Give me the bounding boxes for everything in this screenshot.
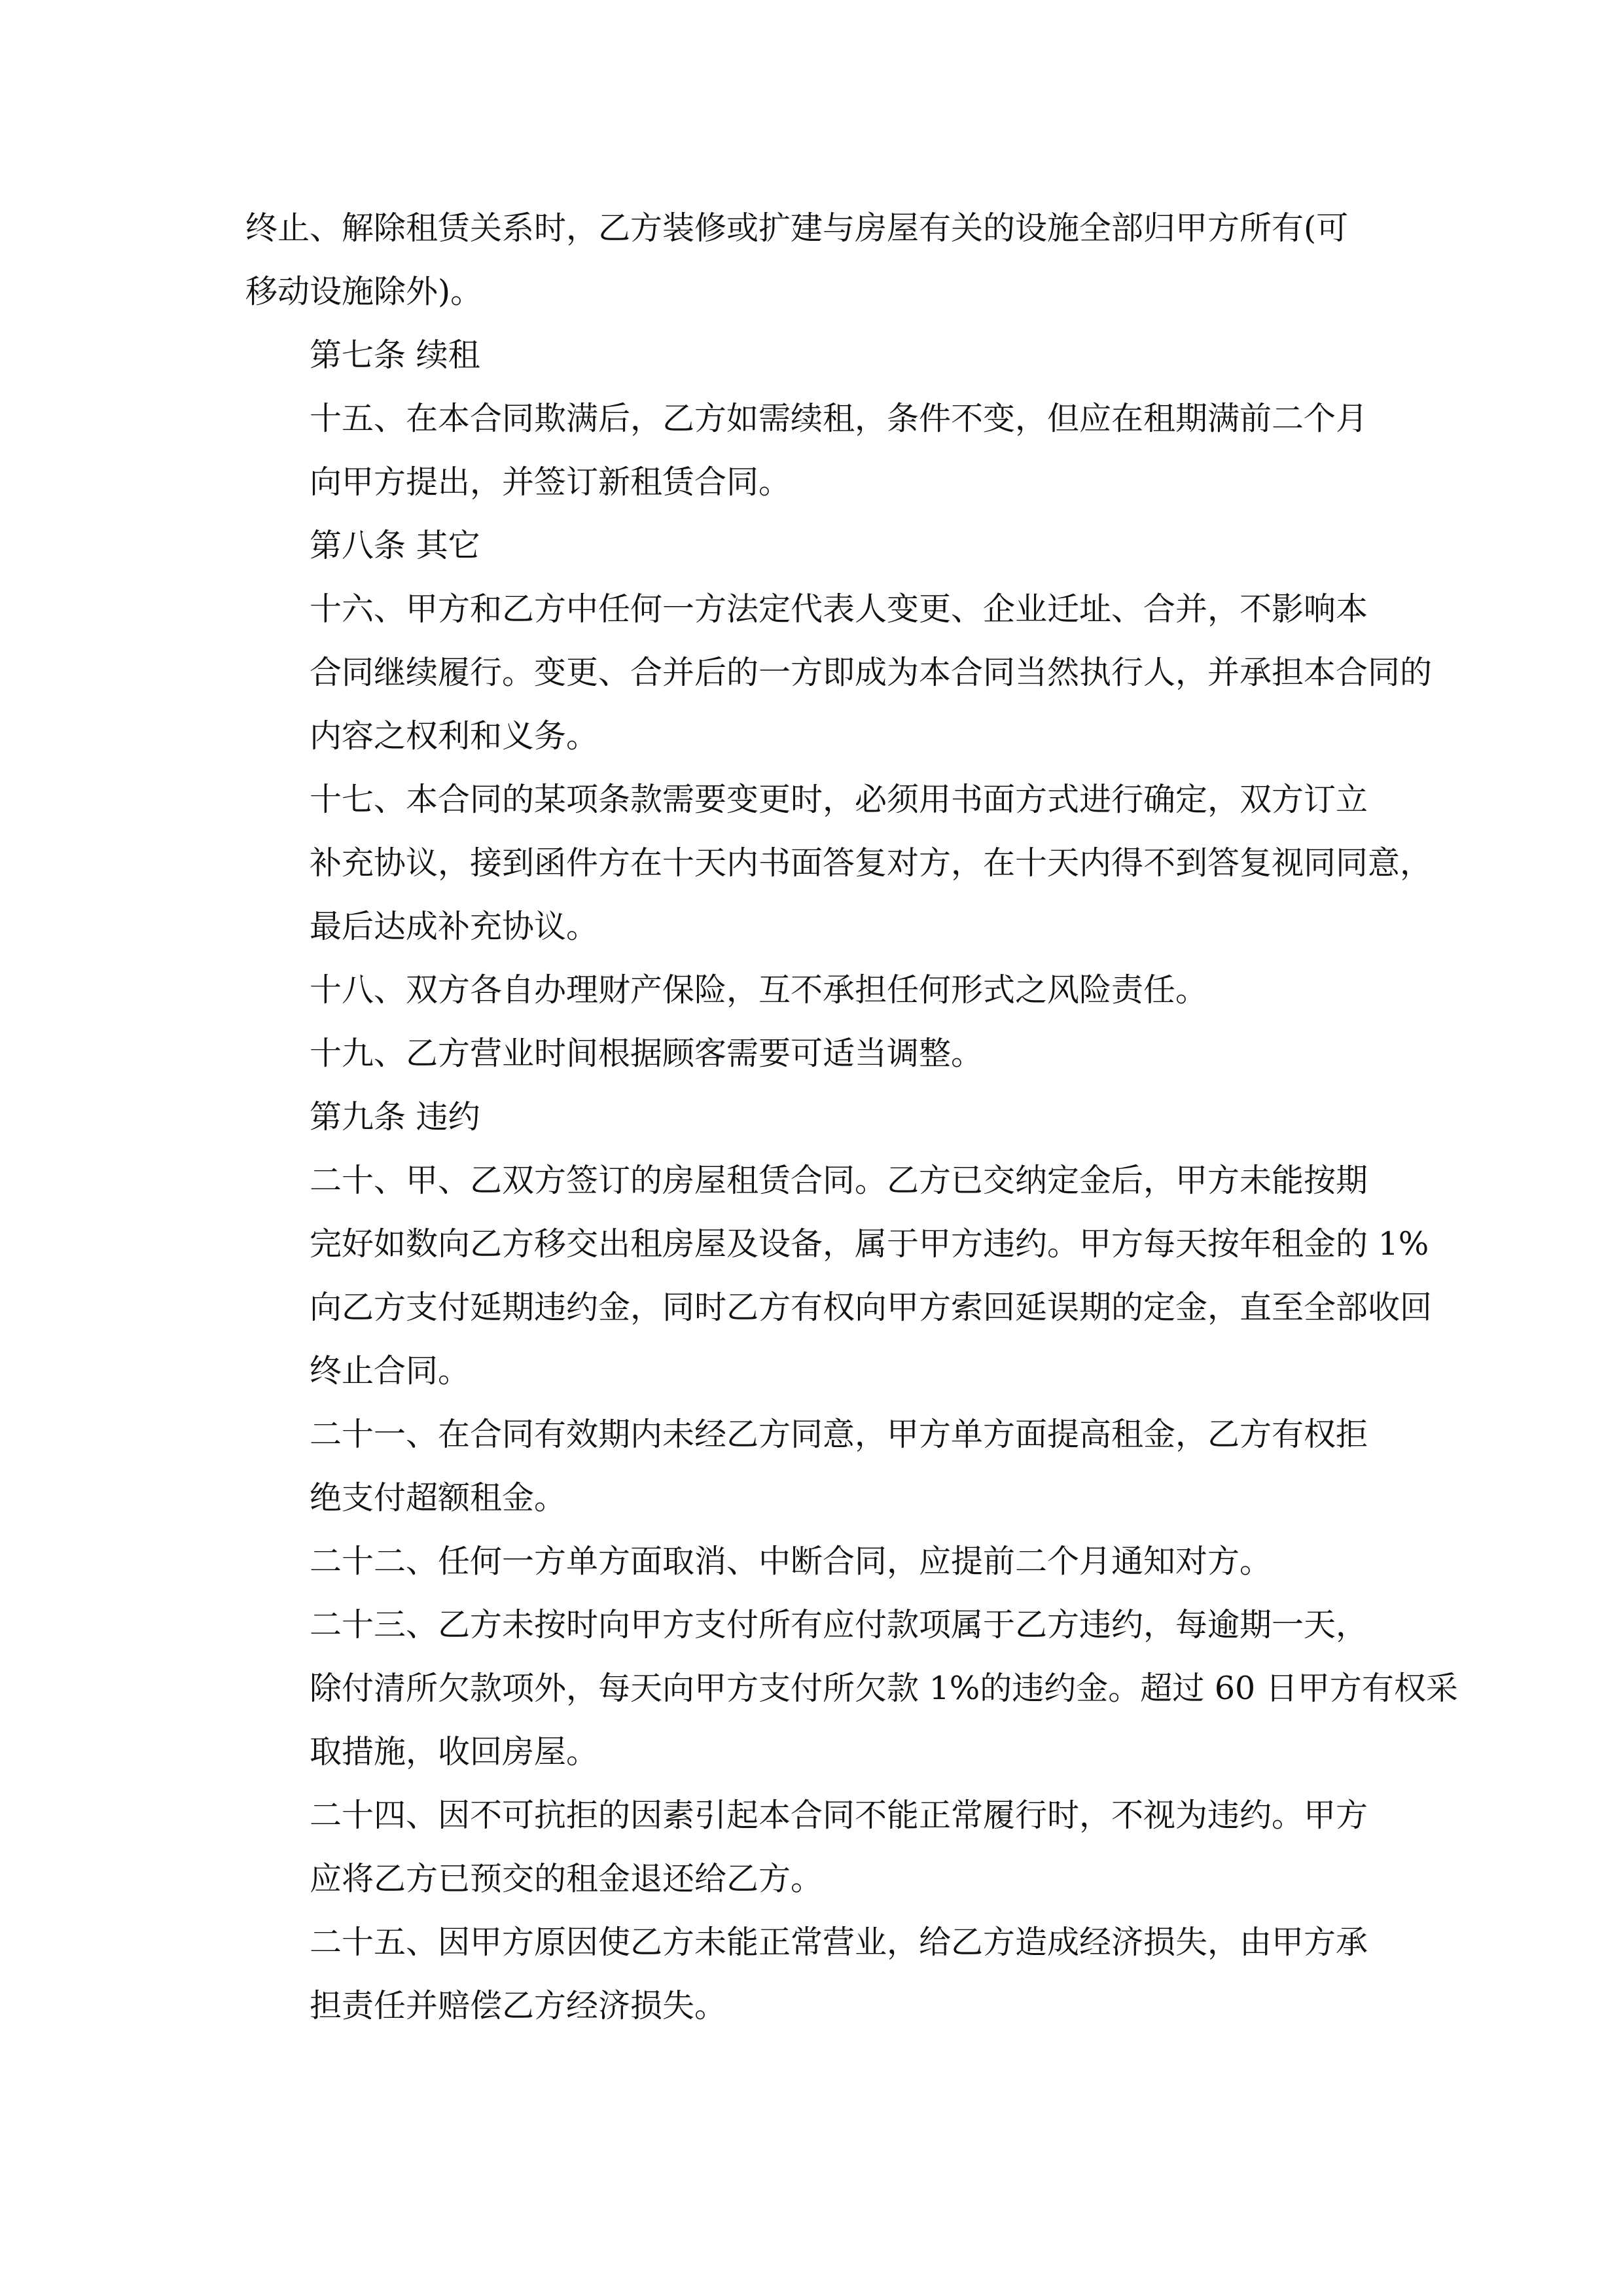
text-line: 第九条 违约 [310, 1098, 480, 1136]
text-line: 应将乙方已预交的租金退还给乙方。 [310, 1860, 823, 1897]
text-line: 十九、乙方营业时间根据顾客需要可适当调整。 [310, 1035, 984, 1072]
text-line: 第七条 续租 [310, 336, 480, 374]
text-line: 向甲方提出，并签订新租赁合同。 [310, 463, 791, 501]
text-line: 第八条 其它 [310, 527, 480, 564]
text-line: 二十五、因甲方原因使乙方未能正常营业，给乙方造成经济损失，由甲方承 [310, 1924, 1368, 1961]
text-line: 二十、甲、乙双方签订的房屋租赁合同。乙方已交纳定金后，甲方未能按期 [310, 1162, 1368, 1199]
text-line: 完好如数向乙方移交出租房屋及设备，属于甲方违约。甲方每天按年租金的 1% [310, 1225, 1429, 1263]
text-line: 二十一、在合同有效期内未经乙方同意，甲方单方面提高租金，乙方有权拒 [310, 1416, 1368, 1453]
text-line: 内容之权利和义务。 [310, 717, 599, 755]
article-heading [245, 514, 1381, 577]
text-line: 最后达成补充协议。 [310, 908, 599, 945]
text-line: 十六、甲方和乙方中任何一方法定代表人变更、企业迁址、合并，不影响本 [310, 590, 1368, 628]
text-line: 移动设施除外)。 [245, 273, 483, 310]
clause-paragraph [245, 1530, 1381, 1593]
article-heading [245, 323, 1381, 387]
text-line: 绝支付超额租金。 [310, 1479, 567, 1516]
text-line: 向乙方支付延期违约金，同时乙方有权向甲方索回延误期的定金，直至全部收回 [310, 1289, 1433, 1326]
clause-paragraph [245, 577, 1433, 768]
text-line: 合同继续履行。变更、合并后的一方即成为本合同当然执行人，并承担本合同的 [310, 654, 1433, 691]
text-line: 除付清所欠款项外，每天向甲方支付所欠款 1%的违约金。超过 60 日甲方有权采 [310, 1670, 1458, 1707]
clause-paragraph [245, 387, 1381, 514]
clause-paragraph [245, 768, 1433, 958]
text-line: 十七、本合同的某项条款需要变更时，必须用书面方式进行确定，双方订立 [310, 781, 1368, 818]
clause-paragraph [245, 1022, 1381, 1085]
text-line: 取措施，收回房屋。 [310, 1733, 599, 1770]
clause-paragraph [245, 1149, 1433, 1403]
article-heading [245, 1085, 1381, 1149]
text-line: 补充协议，接到函件方在十天内书面答复对方，在十天内得不到答复视同同意， [310, 844, 1433, 882]
text-line: 二十四、因不可抗拒的因素引起本合同不能正常履行时，不视为违约。甲方 [310, 1797, 1368, 1834]
text-line: 二十三、乙方未按时向甲方支付所有应付款项属于乙方违约，每逾期一天， [310, 1606, 1368, 1643]
text-line: 终止、解除租赁关系时，乙方装修或扩建与房屋有关的设施全部归甲方所有(可 [245, 209, 1349, 247]
clause-paragraph [245, 1910, 1381, 2037]
clause-paragraph [245, 958, 1381, 1022]
clause-paragraph [245, 1403, 1381, 1530]
text-line: 十八、双方各自办理财产保险，互不承担任何形式之风险责任。 [310, 971, 1208, 1009]
clause-paragraph [245, 1593, 1458, 1784]
text-line: 二十二、任何一方单方面取消、中断合同，应提前二个月通知对方。 [310, 1543, 1272, 1580]
text-line: 十五、在本合同欺满后，乙方如需续租，条件不变，但应在租期满前二个月 [310, 400, 1368, 437]
contract-body [245, 196, 1458, 2037]
text-line: 担责任并赔偿乙方经济损失。 [310, 1987, 727, 2024]
continued-paragraph [245, 196, 1381, 323]
clause-paragraph [245, 1784, 1381, 1910]
text-line: 终止合同。 [310, 1352, 471, 1390]
